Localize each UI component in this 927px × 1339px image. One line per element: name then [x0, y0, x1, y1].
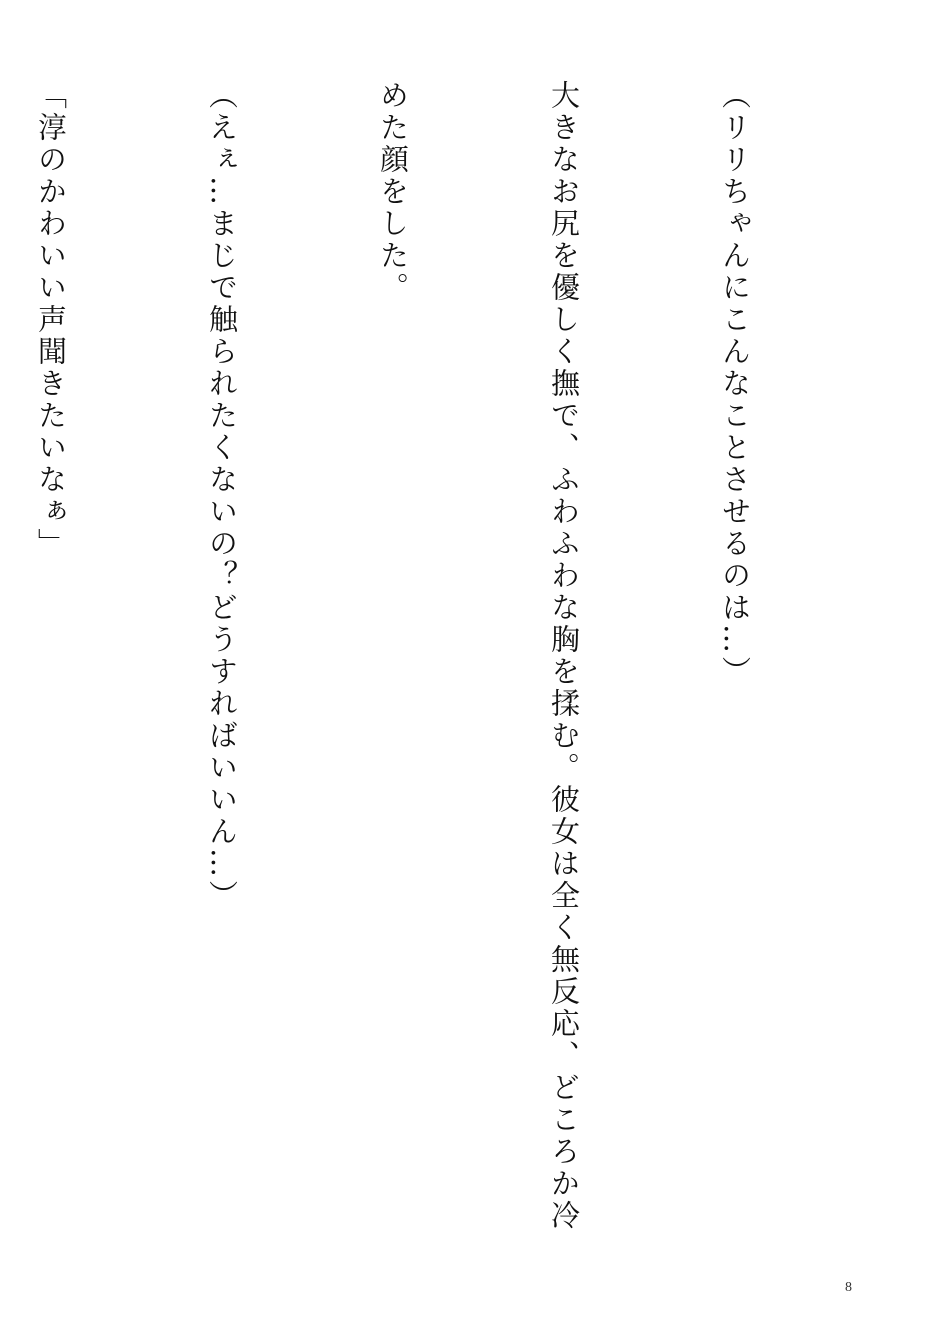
text-line: 大きなお尻を優しく撫で、ふわふわな胸を揉む。彼女は全く無反応、どころか冷 — [547, 80, 581, 1232]
page-number: 8 — [845, 1280, 852, 1295]
vertical-text-body — [0, 80, 877, 1310]
text-line: （えぇ…まじで触られたくないの？どうすればいいん…） — [205, 80, 239, 912]
text-line: （リリちゃんにこんなことさせるのは…） — [718, 80, 752, 688]
text-line: 「淳のかわいい声聞きたいなぁ」 — [34, 80, 68, 560]
text-line: めた顔をした。 — [376, 80, 410, 304]
